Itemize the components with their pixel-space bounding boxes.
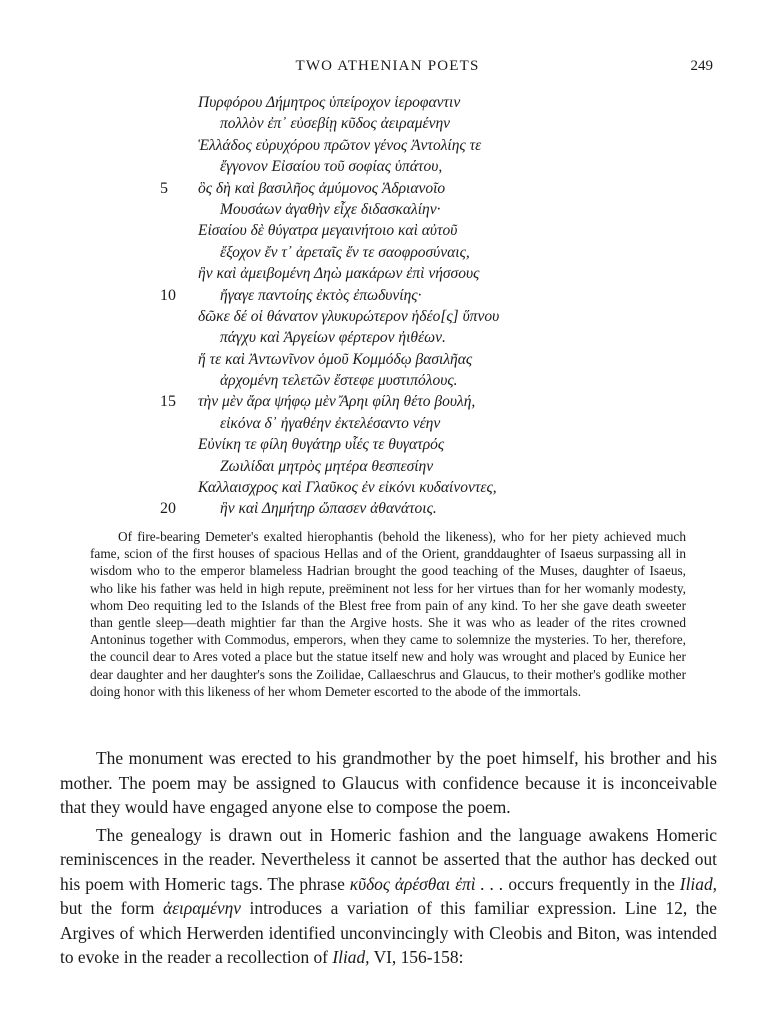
line-number: 15 [160,393,176,411]
poem-line [160,477,580,498]
poem-line-text: Εὐνίκη τε φίλη θυγάτηρ υἷές τε θυγατρός [198,436,445,454]
poem-line-text: ἀρχομένη τελετῶν ἔστεφε μυστιπόλους. [220,372,458,390]
line-number: 5 [160,179,168,197]
poem-line [160,220,580,241]
work-title-iliad: Iliad, [332,947,370,967]
poem-line-text: Ζωιλίδαι μητρὸς μητέρα θεσπεσίην [220,457,434,475]
poem-line [160,178,580,199]
poem-line [160,413,580,434]
commentary-paragraph [60,823,717,970]
poem-line-text: πολλὸν ἐπ᾿ εὐσεβίῃ κῦδος ἀειραμένην [220,115,451,133]
poem-line-text: ἥ τε καὶ Ἀντωνῖνον ὁμοῦ Κομμόδῳ βασιλῆας [198,350,473,368]
poem-line-text: ἔγγονον Εἰσαίου τοῦ σοφίας ὑπάτου, [220,158,443,176]
poem-line-text: δῶκε δέ οἱ θάνατον γλυκυρώτερον ἡδέο[ς] ὕπνου [198,307,500,325]
line-number: 20 [160,500,176,518]
work-title-iliad: Iliad, [679,873,717,894]
poem-line-text: εἰκόνα δ᾿ ἠγαθέην ἐκτελέσαντο νέην [220,414,441,432]
poem-line-text: Καλλαισχρος καὶ Γλαῦκος ἐν εἰκόνι κυδαίνοντες, [198,479,497,497]
english-translation: Of fire-bearing Demeter's exalted hierophantis (behold the likeness), who for her piety achieved much fame, scion of the first houses of spacious Hellas and of the Orient, granddaughter of Isaeus surpassing all in wisdom who to the emperor blameless Hadrian brought the good teaching of the Muses, daughter of Isaeus, who like his father was held in high repute, preëminent not less for her virtues than for her womanly modesty, whom Deo requiting led to the Islands of the Blest free from pain of any kind. To her she gave death sweeter than gentle sleep—death mightier far than the Argive hosts. She it was who as leader of the rites crowned Antoninus together with Commodus, emperors, when they came to solemnize the mysteries. To her, therefore, the council dear to Ares voted a place but the statue itself new and holy was wrought and placed by Eunice her dear daughter and her daughter's sons the Zoilidae, Callaeschrus and Glaucus, to their mother's godlike mother doing honor with this likeness of her whom Demeter escorted to the abode of the immortals. [90,529,686,699]
poem-line-text: πάγχυ καὶ Ἀργείων φέρτερον ἠιθέων. [220,329,446,347]
poem-line [160,498,580,519]
poem-line [160,92,580,113]
poem-line [160,156,580,177]
text-run: VI, 156-158: [369,947,464,967]
poem-line-text: ἤγαγε παντοίης ἐκτὸς ἐπωδυνίης· [220,286,422,304]
text-run: occurs frequently in the [503,873,680,894]
greek-phrase: κῦδος ἀρέσθαι ἐπὶ . . . [349,873,504,894]
poem-line-text: ἣν καὶ ἀμειβομένη Δηὼ μακάρων ἐπὶ νήσσους [198,265,480,283]
running-head [60,58,715,80]
text-run: but the form [60,898,164,918]
commentary-paragraph: The monument was erected to his grandmother by the poet himself, his brother and his mother. The poem may be assigned to Glaucus with confidence because it is inconceivable that they would have engaged anyone else to compose the poem. [60,748,717,817]
commentary [60,746,717,970]
text-run: The genealogy is drawn out in Homeric fashion and the language awakens Homeric reminiscences in the reader. Nevertheless it cannot be asserted that the author has decked out his poem with Homeric tags. The phrase [60,824,717,894]
poem-line-text: ἔξοχον ἔν τ᾿ ἀρεταῖς ἔν τε σαοφροσύναις, [220,243,470,261]
poem-line [160,456,580,477]
poem-line [160,391,580,412]
poem-line-text: Εἰσαίου δὲ θύγατρα μεγαινήτοιο καὶ αὐτοῦ [198,222,458,240]
line-number: 10 [160,286,176,304]
poem-line [160,306,580,327]
poem-line [160,199,580,220]
poem-line-text: τὴν μὲν ἄρα ψήφῳ μὲν Ἄρηι φίλη θέτο βουλή, [198,393,476,411]
poem-line [160,135,580,156]
poem-line [160,242,580,263]
poem-line-text: Ἑλλάδος εὐρυχόρου πρῶτον γένος Ἀντολίης τε [198,136,482,154]
poem-line-text: ἣν καὶ Δημήτηρ ὤπασεν ἀθανάτοις. [220,500,437,518]
poem-line-text: ὃς δὴ καὶ βασιλῆος ἀμύμονος Ἁδριανοῖο [198,179,446,197]
poem-line [160,434,580,455]
poem-line [160,327,580,348]
poem-line-text: Πυρφόρου Δήμητρος ὑπείροχον ἱεροφαντιν [198,94,461,111]
poem-line [160,349,580,370]
greek-poem [160,92,580,520]
poem-line-text: Μουσάων ἀγαθὴν εἶχε διδασκαλίην· [220,200,441,218]
poem-line [160,285,580,306]
page-number: 249 [690,58,713,74]
poem-line [160,370,580,391]
text-run: introduces a variation of this familiar expression. Line 12, the Argives of which Herwerden identified unconvincingly with Cleobis and Biton, was intended to evoke in the reader a recollection of [60,898,717,967]
poem-line [160,113,580,134]
poem-line [160,263,580,284]
running-title: TWO ATHENIAN POETS [295,58,480,74]
greek-phrase: ἀειραμένην [163,898,241,918]
